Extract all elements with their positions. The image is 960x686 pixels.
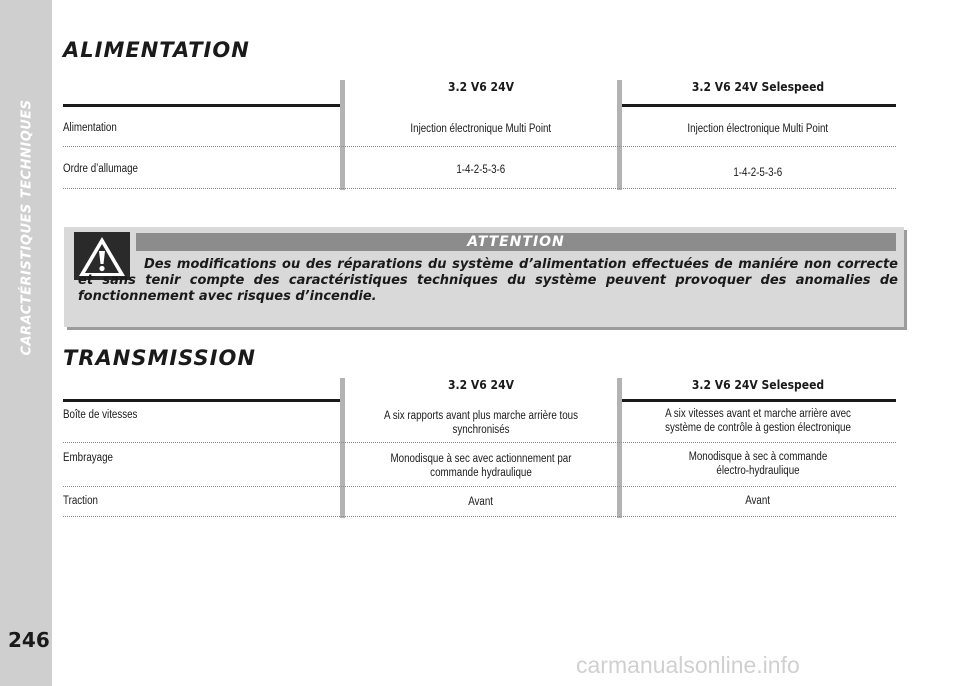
table-cell: A six rapports avant plus marche arrière tous synchronisés xyxy=(384,410,578,436)
table-cell: Injection électronique Multi Point xyxy=(410,123,552,135)
header-rule xyxy=(63,399,340,402)
header-rule xyxy=(622,104,896,107)
row-divider xyxy=(63,188,896,189)
row-divider xyxy=(63,146,896,147)
table-cell: Monodisque à sec avec actionnement par commande hydraulique xyxy=(390,453,572,479)
column-header-v6: 3.2 V6 24V xyxy=(448,378,514,392)
chapter-title: CARACTÉRISTIQUES TECHNIQUES xyxy=(19,99,35,356)
table-cell: 1-4-2-5-3-6 xyxy=(456,164,506,176)
column-header-selespeed: 3.2 V6 24V Selespeed xyxy=(691,80,825,94)
column-header-v6: 3.2 V6 24V xyxy=(448,80,514,94)
row-divider xyxy=(63,516,896,517)
table-cell: Monodisque à sec à commande électro-hydraulique xyxy=(688,451,828,477)
table-cell: 1-4-2-5-3-6 xyxy=(733,167,783,179)
row-label: Embrayage xyxy=(63,452,113,464)
warning-text: Des modifications ou des réparations du système d’alimentation effectuées de maniére non correcte et sans tenir compte des caractéristiques techniques du système peuvent provoquer des anomalies de fonctionnement avec risques d’incendie. xyxy=(78,257,898,304)
table-cell: A six vitesses avant et marche arrière avec système de contrôle à gestion électronique xyxy=(665,408,851,434)
warning-box xyxy=(64,227,904,327)
row-label: Ordre d’allumage xyxy=(63,163,138,175)
column-header-selespeed: 3.2 V6 24V Selespeed xyxy=(691,378,825,392)
header-rule xyxy=(622,399,896,402)
row-label: Alimentation xyxy=(63,122,117,134)
row-label: Traction xyxy=(63,495,98,507)
row-divider xyxy=(63,486,896,487)
table-cell: Avant xyxy=(468,496,494,508)
table-cell: Avant xyxy=(745,495,771,507)
header-rule xyxy=(63,104,340,107)
row-divider xyxy=(63,442,896,443)
section-title-alimentation: ALIMENTATION xyxy=(63,38,250,62)
warning-heading: ATTENTION xyxy=(136,233,896,251)
chapter-sidebar xyxy=(0,0,52,686)
watermark: carmanualsonline.info xyxy=(576,652,800,678)
table-cell: Injection électronique Multi Point xyxy=(687,123,829,135)
section-title-transmission: TRANSMISSION xyxy=(63,346,256,370)
page-number: 246 xyxy=(8,628,50,652)
row-label: Boîte de vitesses xyxy=(63,409,138,421)
